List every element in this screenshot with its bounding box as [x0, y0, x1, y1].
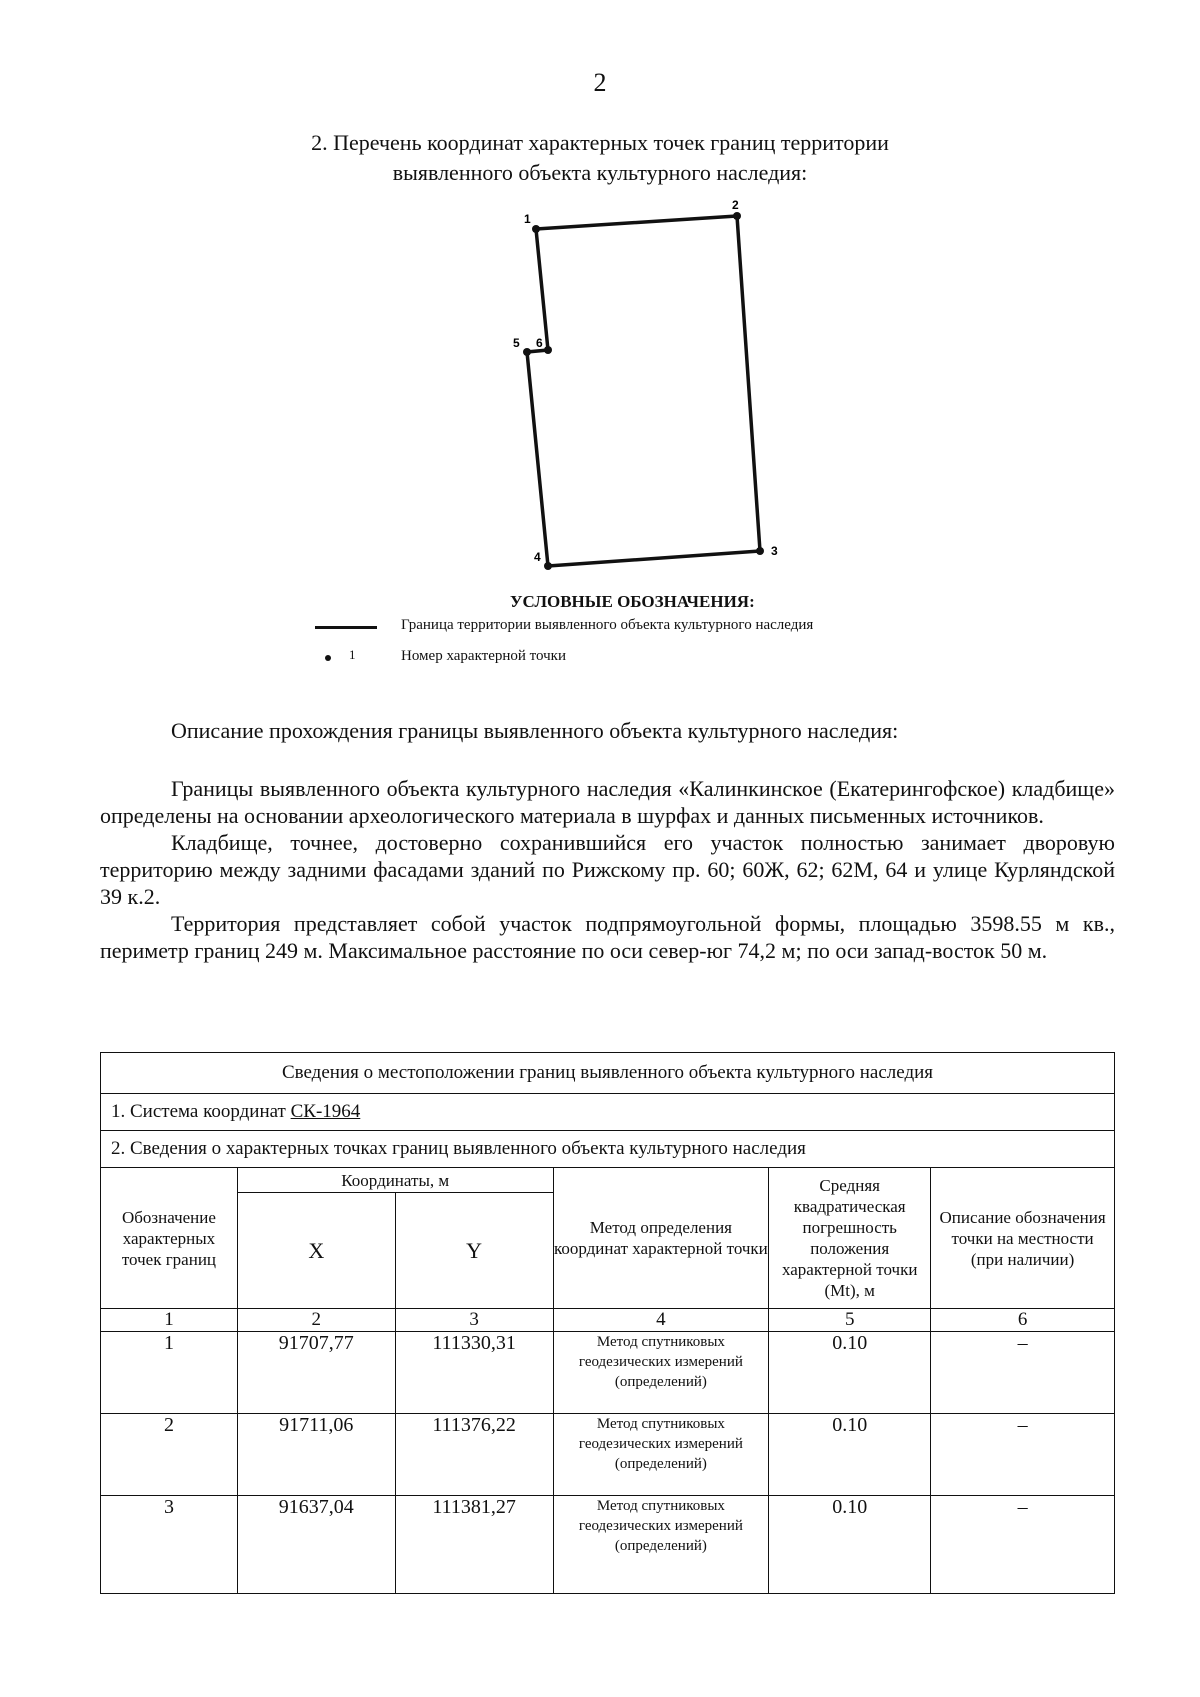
paragraph: Территория представляет собой участок подпрямоугольной формы, площадью 3598.55 м кв., периметр границ 249 м. Максимальное расстояние по оси север-юг 74,2 м; по оси запад-восток 50 м. — [100, 911, 1115, 963]
point-symbol — [325, 655, 331, 661]
cell-description: – — [931, 1414, 1115, 1496]
paragraph: Кладбище, точнее, достоверно сохранившийся его участок полностью занимает дворовую территорию между задними фасадами зданий по Рижскому пр. 60; 60Ж, 62; 62М, 64 и улице Курляндской 39 к.2. — [100, 830, 1115, 909]
points-section-title: 2. Сведения о характерных точках границ выявленного объекта культурного наследия — [101, 1131, 1115, 1168]
cell-y: 111330,31 — [395, 1332, 553, 1414]
cell-x: 91707,77 — [237, 1332, 395, 1414]
coordinate-system-row — [101, 1094, 1115, 1131]
legend-point-number: 1 — [349, 647, 356, 662]
point-label-1: 1 — [524, 212, 531, 226]
coordinate-system-label: 1. Система координат — [111, 1101, 291, 1122]
point-label-3: 3 — [771, 544, 778, 558]
boundary-info-table — [100, 1052, 1115, 1594]
cell-error: 0.10 — [769, 1496, 931, 1594]
legend-title: УСЛОВНЫЕ ОБОЗНАЧЕНИЯ: — [510, 592, 755, 611]
boundary-line — [527, 216, 760, 566]
table-row — [101, 1414, 1115, 1496]
point-label-6: 6 — [536, 336, 543, 350]
legend-boundary-text: Граница территории выявленного объекта культурного наследия — [401, 617, 814, 633]
heading-line-1: 2. Перечень координат характерных точек границ территории — [311, 130, 889, 155]
boundary-line-symbol — [315, 626, 377, 629]
coordinate-system-value: СК-1964 — [290, 1101, 361, 1122]
column-number: 6 — [931, 1309, 1115, 1332]
header-method: Метод определения координат характерной точки — [553, 1168, 769, 1309]
page-number: 2 — [593, 68, 607, 97]
table-row — [101, 1496, 1115, 1594]
header-error: Средняя квадратическая погрешность положения характерной точки (Mt), м — [769, 1168, 931, 1309]
paragraph: Границы выявленного объекта культурного наследия «Калинкинское (Екатерингофское) кладбище» определены на основании археологического материала в шурфах и данных письменных источников. — [100, 776, 1115, 828]
description-title: Описание прохождения границы выявленного объекта культурного наследия: — [171, 718, 899, 743]
cell-y: 111376,22 — [395, 1414, 553, 1496]
table-title: Сведения о местоположении границ выявленного объекта культурного наследия — [101, 1053, 1115, 1094]
column-number: 4 — [553, 1309, 769, 1332]
column-number: 2 — [237, 1309, 395, 1332]
cell-point: 2 — [101, 1414, 238, 1496]
column-number: 5 — [769, 1309, 931, 1332]
header-designation: Обозначение характерных точек границ — [101, 1168, 238, 1309]
point-marker-2 — [733, 212, 741, 220]
cell-method: Метод спутниковых геодезических измерений (определений) — [553, 1414, 769, 1496]
point-marker-3 — [756, 547, 764, 555]
point-marker-6 — [544, 346, 552, 354]
point-marker-1 — [532, 225, 540, 233]
description-body — [100, 775, 1115, 964]
cell-error: 0.10 — [769, 1414, 931, 1496]
cell-error: 0.10 — [769, 1332, 931, 1414]
point-label-4: 4 — [534, 550, 541, 564]
cell-y: 111381,27 — [395, 1496, 553, 1594]
section-heading — [0, 128, 1200, 188]
header-description: Описание обозначения точки на местности (при наличии) — [931, 1168, 1115, 1309]
cell-point: 3 — [101, 1496, 238, 1594]
header-coordinates: Координаты, м — [237, 1168, 553, 1193]
boundary-scheme — [505, 195, 795, 575]
column-number: 3 — [395, 1309, 553, 1332]
point-label-2: 2 — [732, 198, 739, 212]
cell-description: – — [931, 1332, 1115, 1414]
cell-point: 1 — [101, 1332, 238, 1414]
point-marker-5 — [523, 348, 531, 356]
column-number: 1 — [101, 1309, 238, 1332]
point-label-5: 5 — [513, 336, 520, 350]
point-marker-4 — [544, 562, 552, 570]
header-x: X — [237, 1193, 395, 1309]
heading-line-2: выявленного объекта культурного наследия: — [392, 160, 808, 185]
cell-method: Метод спутниковых геодезических измерений (определений) — [553, 1496, 769, 1594]
cell-x: 91637,04 — [237, 1496, 395, 1594]
cell-method: Метод спутниковых геодезических измерений (определений) — [553, 1332, 769, 1414]
cell-description: – — [931, 1496, 1115, 1594]
header-y: Y — [395, 1193, 553, 1309]
legend-point-text: Номер характерной точки — [401, 648, 566, 664]
cell-x: 91711,06 — [237, 1414, 395, 1496]
table-row — [101, 1332, 1115, 1414]
